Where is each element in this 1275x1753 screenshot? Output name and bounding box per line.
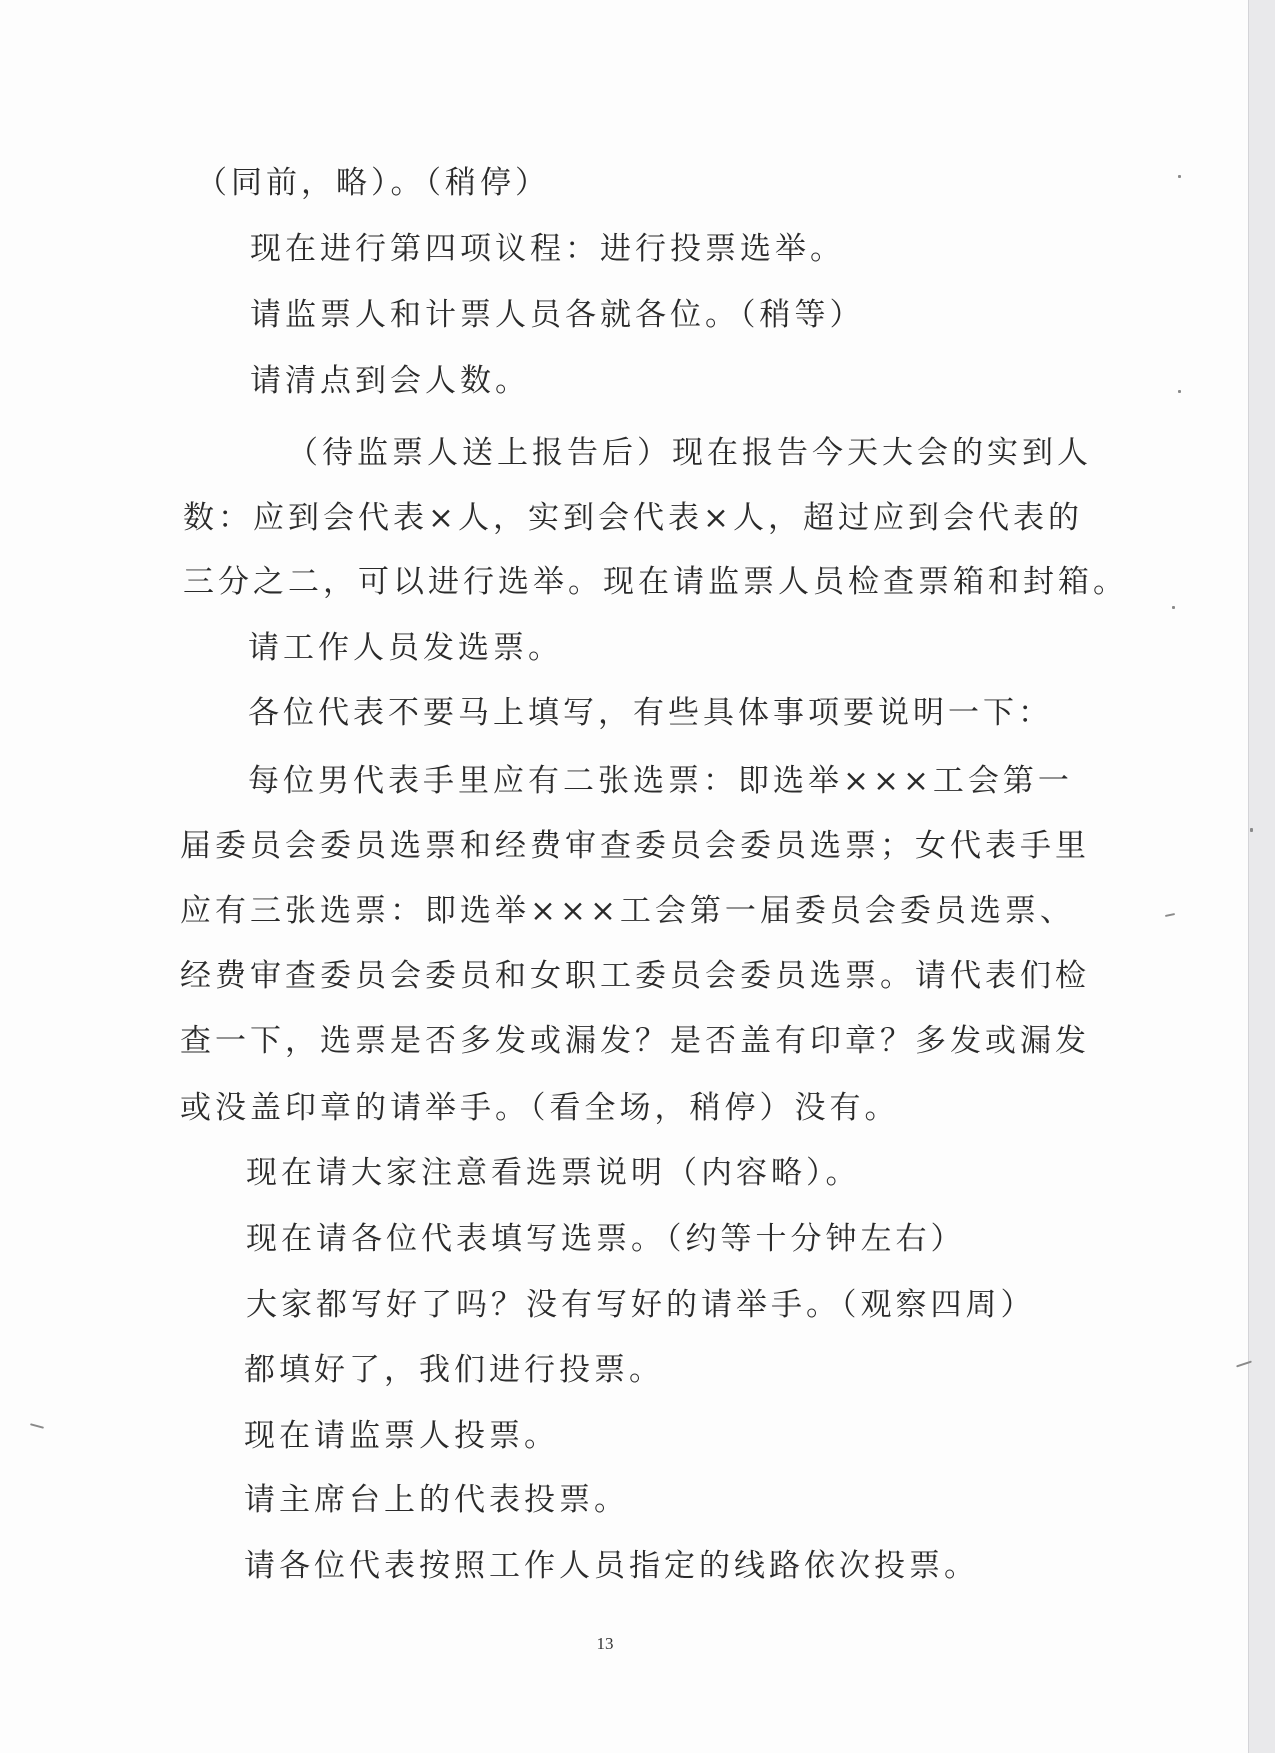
text-line: 现在请大家注意看选票说明（内容略）。: [246, 1155, 861, 1191]
text-line: 每位男代表手里应有二张选票：即选举×××工会第一: [248, 763, 1073, 799]
text-line: 数：应到会代表×人，实到会代表×人，超过应到会代表的: [183, 500, 1083, 536]
scan-speck: [30, 1423, 44, 1429]
scan-speck: [1165, 913, 1175, 917]
text-line: 现在进行第四项议程：进行投票选举。: [250, 231, 845, 267]
scan-speck: [1178, 175, 1181, 178]
scan-speck: [1250, 828, 1253, 832]
text-line: 请工作人员发选票。: [248, 630, 563, 666]
text-line: 各位代表不要马上填写，有些具体事项要说明一下：: [248, 695, 1053, 731]
text-line: 查一下，选票是否多发或漏发？是否盖有印章？多发或漏发: [180, 1023, 1090, 1059]
text-line: 三分之二，可以进行选举。现在请监票人员检查票箱和封箱。: [183, 564, 1128, 600]
text-line: 现在请各位代表填写选票。（约等十分钟左右）: [246, 1221, 966, 1257]
text-line: 请各位代表按照工作人员指定的线路依次投票。: [244, 1548, 979, 1584]
scan-speck: [1172, 606, 1175, 609]
text-line: 应有三张选票：即选举×××工会第一届委员会委员选票、: [180, 893, 1075, 929]
text-line: 经费审查委员会委员和女职工委员会委员选票。请代表们检: [180, 958, 1090, 994]
text-line: 请监票人和计票人员各就各位。（稍等）: [250, 297, 865, 333]
text-line: 请清点到会人数。: [250, 363, 530, 399]
page-number: 13: [596, 1634, 614, 1653]
text-line: 届委员会委员选票和经费审查委员会委员选票；女代表手里: [180, 828, 1090, 864]
text-line: 请主席台上的代表投票。: [244, 1482, 629, 1518]
text-line: 现在请监票人投票。: [244, 1418, 559, 1454]
text-line: 大家都写好了吗？没有写好的请举手。（观察四周）: [246, 1287, 1036, 1323]
scan-speck: [1236, 1361, 1252, 1368]
text-line: 或没盖印章的请举手。（看全场，稍停）没有。: [180, 1090, 900, 1126]
text-line: 都填好了，我们进行投票。: [244, 1352, 664, 1388]
text-line: （同前，略）。（稍停）: [196, 165, 550, 201]
text-line: （待监票人送上报告后）现在报告今天大会的实到人: [287, 435, 1092, 471]
scan-speck: [1178, 390, 1181, 393]
